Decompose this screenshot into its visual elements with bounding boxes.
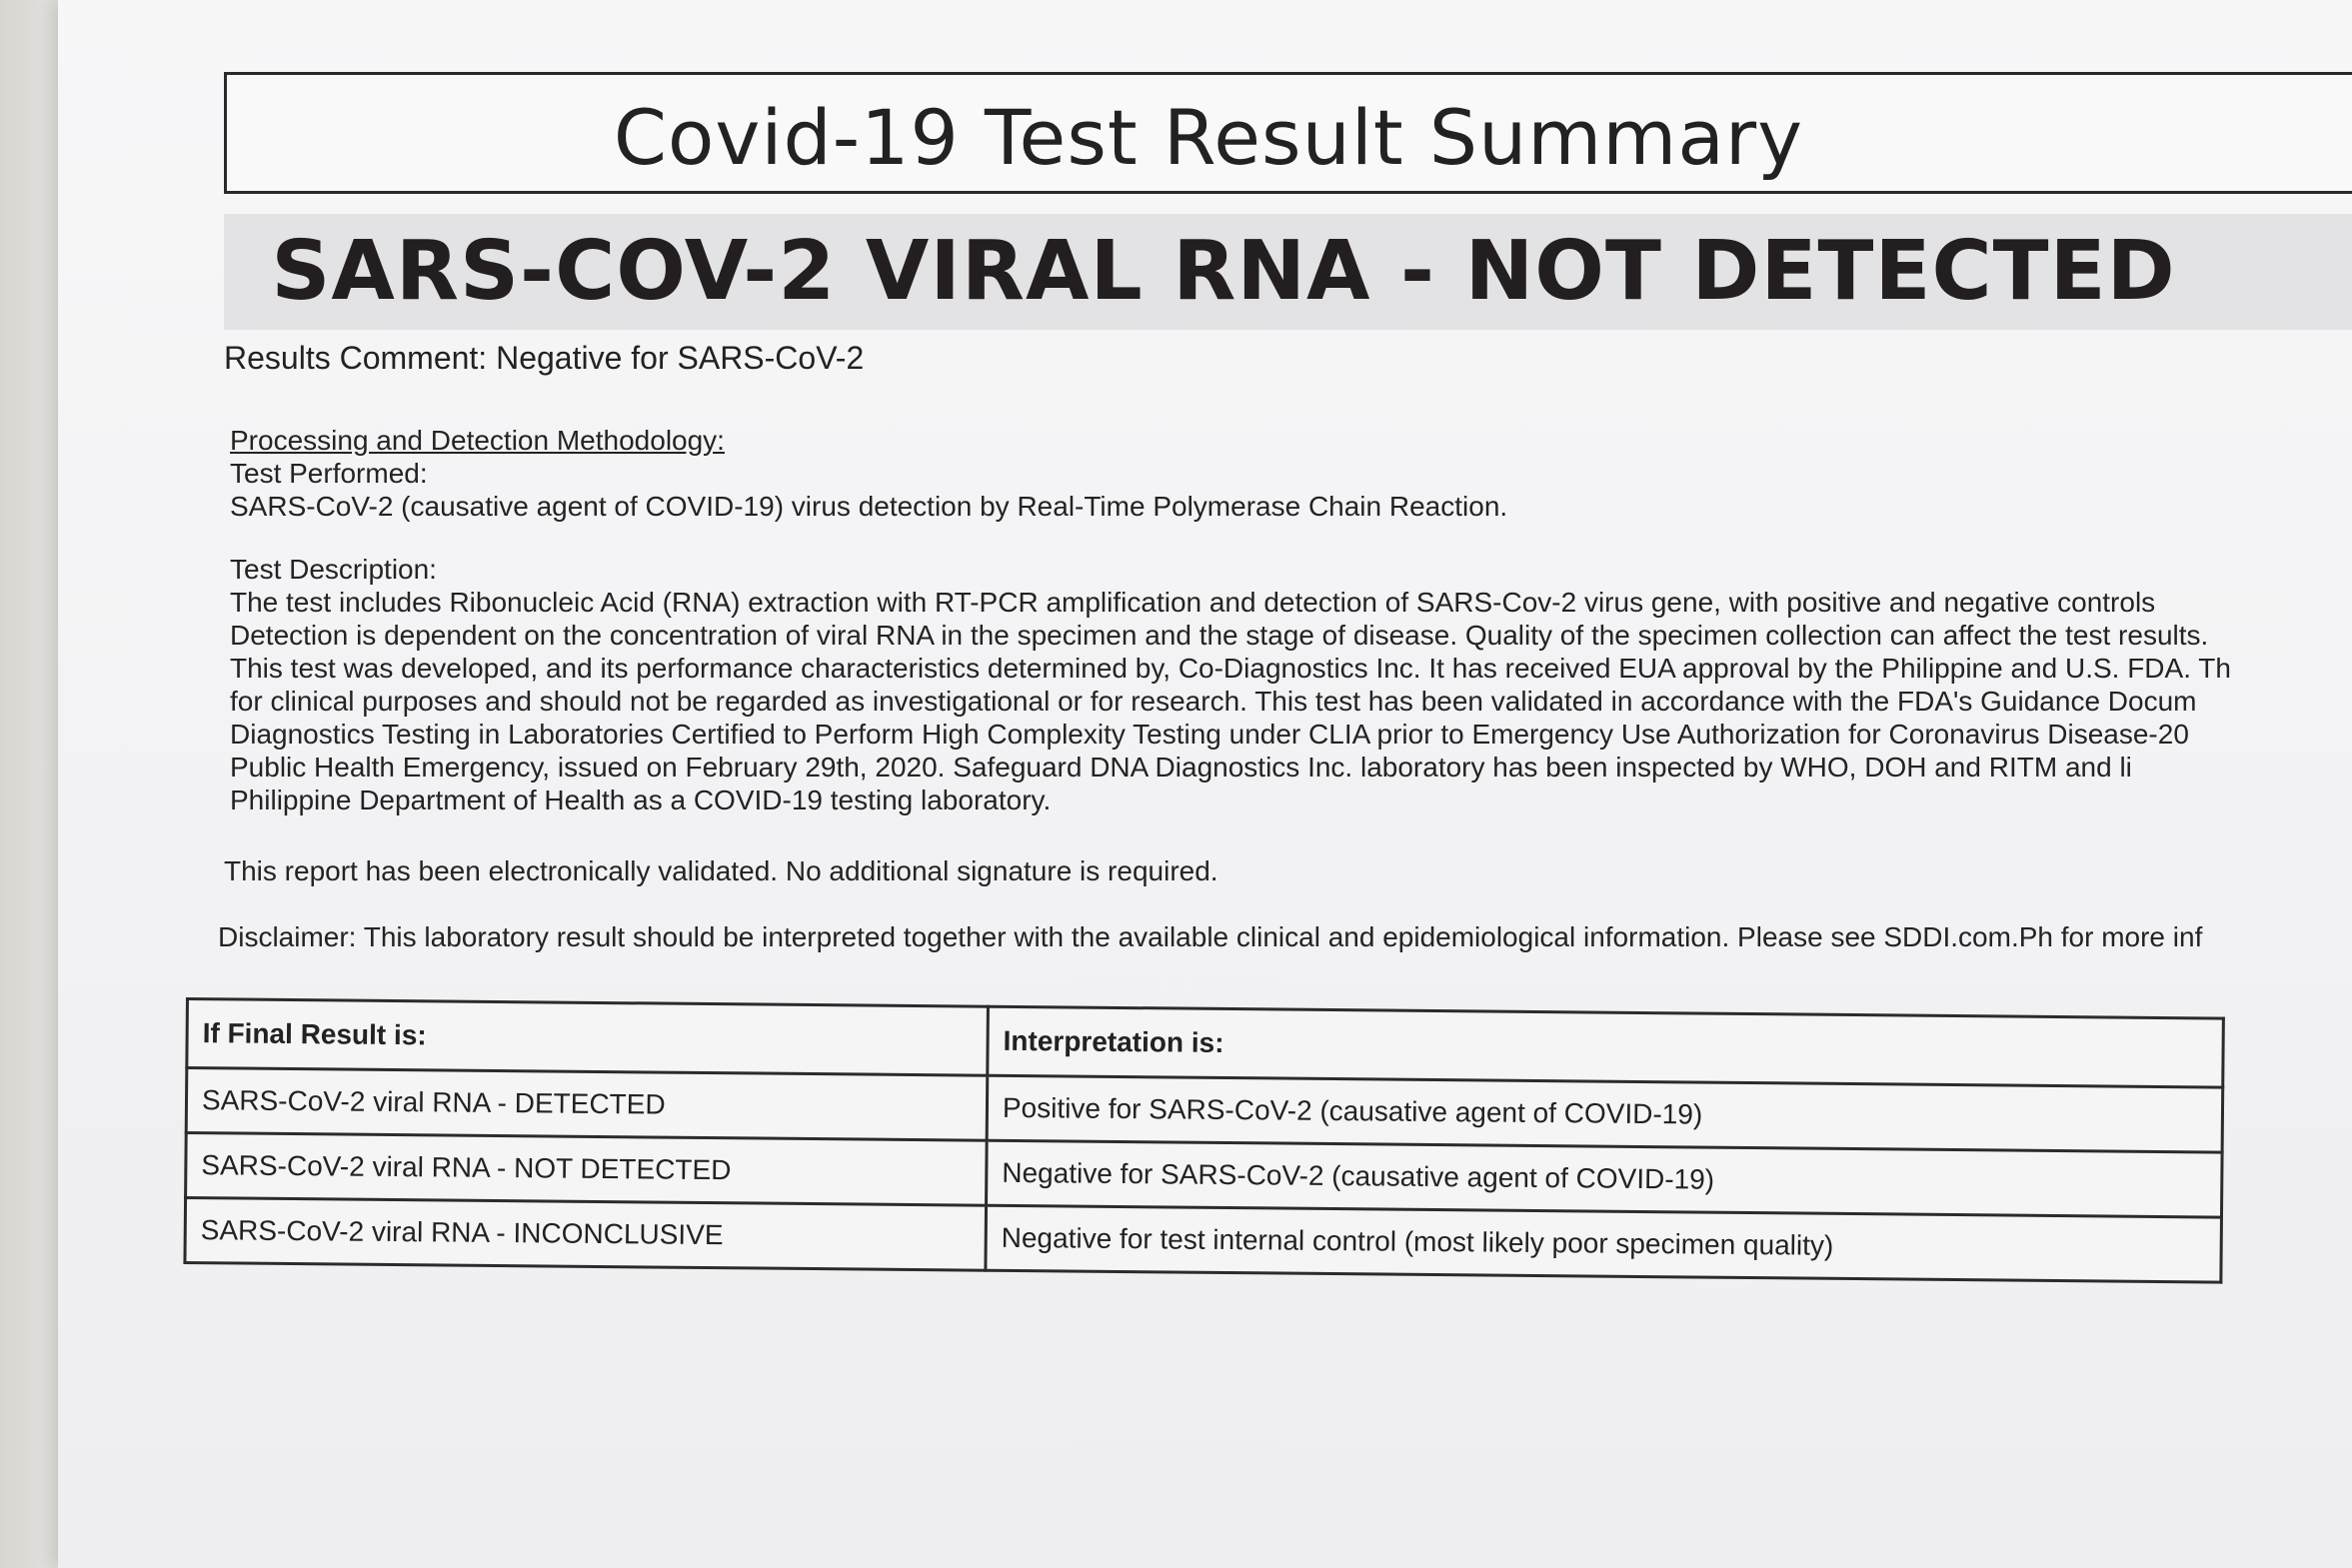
- table-cell-interpretation: Positive for SARS-CoV-2 (causative agent of COVID-19): [987, 1075, 2223, 1152]
- description-line: Public Health Emergency, issued on February 29th, 2020. Safeguard DNA Diagnostics Inc. laboratory has been inspected by WHO, DOH and RITM and li: [230, 752, 2132, 783]
- paragraph-gap: [230, 523, 2352, 553]
- table-cell-result: SARS-CoV-2 viral RNA - DETECTED: [186, 1068, 988, 1141]
- disclaimer-text: Disclaimer: This laboratory result should be interpreted together with the available clinical and epidemiological information. Please see SDDI.com.Ph for more inf: [218, 921, 2203, 952]
- validation-note: This report has been electronically validated. No additional signature is required.: [224, 855, 1218, 886]
- methodology-heading: Processing and Detection Methodology:: [230, 425, 725, 456]
- table-header-final-result: If Final Result is:: [187, 999, 989, 1076]
- test-performed-text: SARS-CoV-2 (causative agent of COVID-19) virus detection by Real-Time Polymerase Chain Reaction.: [230, 491, 1508, 522]
- table-header-interpretation: Interpretation is:: [988, 1006, 2224, 1087]
- result-banner: [224, 214, 2352, 330]
- test-performed-label: Test Performed:: [230, 458, 428, 489]
- description-line: Diagnostics Testing in Laboratories Certified to Perform High Complexity Testing under CLIA prior to Emergency Use Authorization for Coronavirus Disease-20: [230, 719, 2189, 750]
- description-line: This test was developed, and its performance characteristics determined by, Co-Diagnostics Inc. It has received EUA approval by the Philippine and U.S. FDA. Th: [230, 653, 2231, 684]
- document-page: [58, 0, 2352, 1568]
- table-cell-interpretation: Negative for test internal control (most likely poor specimen quality): [986, 1205, 2222, 1282]
- description-line: Detection is dependent on the concentration of viral RNA in the specimen and the stage of disease. Quality of the specimen collection can affect the test results.: [230, 620, 2209, 651]
- methodology-section: [230, 424, 2352, 816]
- result-banner-text: SARS-COV-2 VIRAL RNA - NOT DETECTED: [271, 224, 2176, 319]
- interpretation-table: [183, 997, 2224, 1284]
- table-cell-result: SARS-CoV-2 viral RNA - NOT DETECTED: [186, 1133, 988, 1206]
- title-box: [224, 72, 2352, 194]
- test-description-label: Test Description:: [230, 554, 437, 585]
- table-cell-result: SARS-CoV-2 viral RNA - INCONCLUSIVE: [185, 1198, 987, 1271]
- page-title: Covid-19 Test Result Summary: [613, 93, 1804, 182]
- results-comment: Results Comment: Negative for SARS-CoV-2: [224, 340, 865, 376]
- description-line: for clinical purposes and should not be regarded as investigational or for research. This test has been validated in accordance with the FDA's Guidance Docum: [230, 686, 2197, 717]
- table-cell-interpretation: Negative for SARS-CoV-2 (causative agent of COVID-19): [987, 1140, 2223, 1217]
- description-line: Philippine Department of Health as a COVID-19 testing laboratory.: [230, 784, 1052, 815]
- description-line: The test includes Ribonucleic Acid (RNA) extraction with RT-PCR amplification and detection of SARS-Cov-2 virus gene, with positive and negative controls: [230, 587, 2156, 618]
